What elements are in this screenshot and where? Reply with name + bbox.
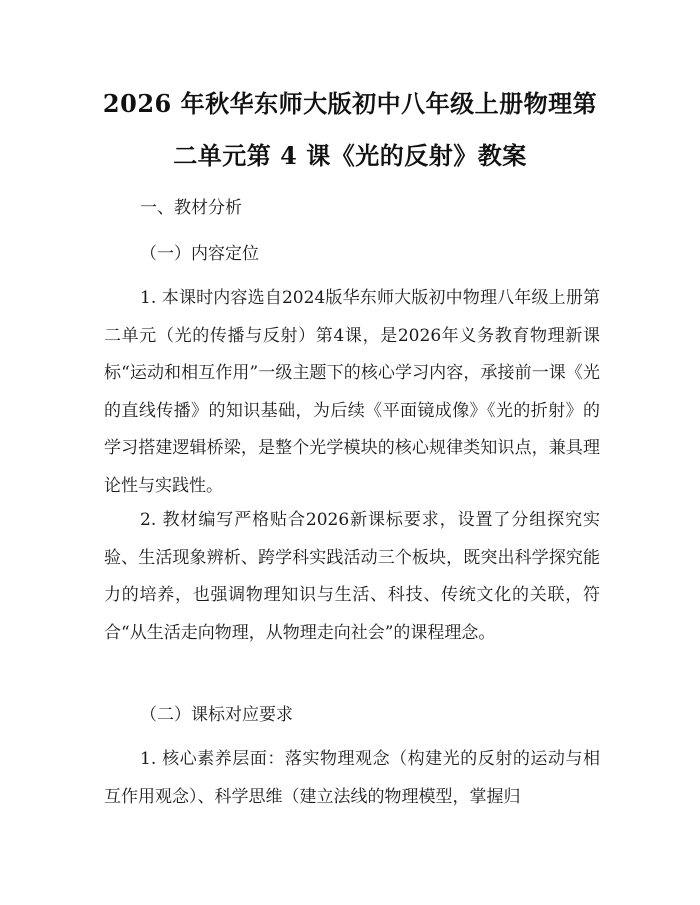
document-title-line-1: 2026 年秋华东师大版初中八年级上册物理第 xyxy=(102,89,598,118)
paragraph-content-positioning-1: 1. 本课时内容选自2024版华东师大版初中物理八年级上册第二单元（光的传播与反射）第4课，是2026年义务教育物理新课标“运动和相互作用”一级主题下的核心学习内容，承接前一课《光的直线传播》的知识基础，为后续《平面镜成像》《光的折射》的学习搭建逻辑桥梁，是整个光学模块的核心规律类知识点，兼具理论性与实践性。 xyxy=(104,288,600,496)
subsection-heading-content-positioning: （一）内容定位 xyxy=(140,244,259,264)
subsection-heading-curriculum-requirements: （二）课标对应要求 xyxy=(140,705,293,725)
document-title-line-2: 二单元第 4 课《光的反射》教案 xyxy=(173,141,527,170)
paragraph-content-positioning-2: 2. 教材编写严格贴合2026新课标要求，设置了分组探究实验、生活现象辨析、跨学科实践活动三个板块，既突出科学探究能力的培养，也强调物理知识与生活、科技、传统文化的关联，符合“从生活走向物理，从物理走向社会”的课程理念。 xyxy=(104,510,600,643)
paragraph-curriculum-requirements-1: 1. 核心素养层面：落实物理观念（构建光的反射的运动与相互作用观念）、科学思维（建立法线的物理模型，掌握归 xyxy=(104,749,600,807)
section-heading-textbook-analysis: 一、教材分析 xyxy=(140,198,242,218)
